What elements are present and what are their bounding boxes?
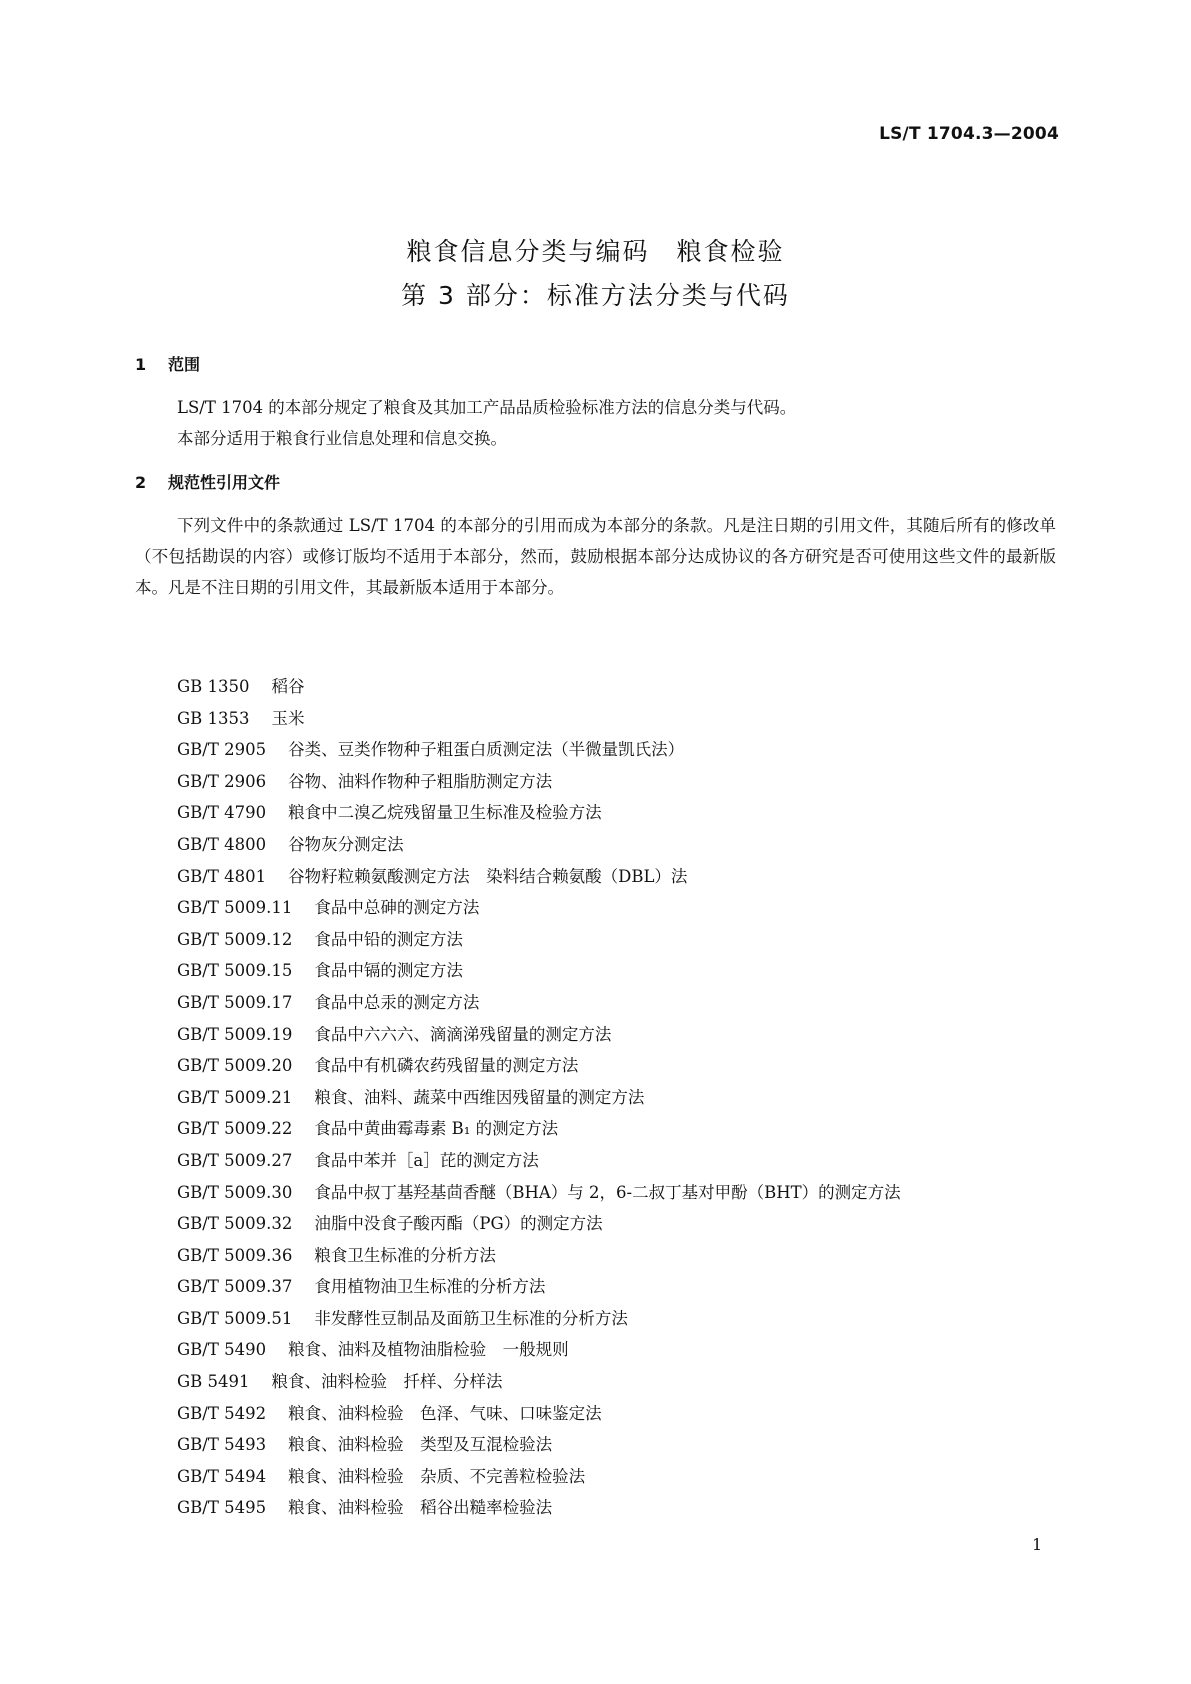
reference-code: GB/T 5009.51 xyxy=(177,1308,293,1328)
document-title-line2: 第 3 部分：标准方法分类与代码 xyxy=(401,281,790,310)
reference-title: 谷物籽粒赖氨酸测定方法 染料结合赖氨酸（DBL）法 xyxy=(288,866,688,886)
reference-title: 食用植物油卫生标准的分析方法 xyxy=(314,1277,546,1297)
reference-code: GB/T 5009.20 xyxy=(177,1056,293,1076)
reference-item xyxy=(177,1019,901,1051)
reference-code: GB/T 5009.19 xyxy=(177,1024,293,1044)
section-1-heading xyxy=(135,352,200,375)
reference-title: 食品中六六六、滴滴涕残留量的测定方法 xyxy=(314,1024,612,1044)
section-title: 范围 xyxy=(168,355,201,374)
section-number: 2 xyxy=(135,473,147,492)
reference-code: GB/T 5490 xyxy=(177,1340,267,1360)
reference-code: GB/T 5495 xyxy=(177,1498,267,1518)
reference-title: 谷物灰分测定法 xyxy=(288,834,404,854)
reference-title: 稻谷 xyxy=(271,677,305,696)
reference-item xyxy=(177,1082,901,1114)
reference-code: GB/T 5009.15 xyxy=(177,961,293,981)
reference-code: GB/T 4801 xyxy=(177,866,267,886)
reference-item xyxy=(177,1113,901,1145)
reference-item xyxy=(177,829,901,861)
section-number: 1 xyxy=(135,355,147,374)
reference-title: 食品中总汞的测定方法 xyxy=(314,992,480,1012)
reference-title: 粮食卫生标准的分析方法 xyxy=(314,1245,496,1265)
section-1-paragraph: 本部分适用于粮食行业信息处理和信息交换。 xyxy=(177,429,507,448)
reference-title: 食品中有机磷农药残留量的测定方法 xyxy=(314,1056,579,1076)
reference-title: 粮食、油料、蔬菜中西维因残留量的测定方法 xyxy=(314,1087,645,1107)
reference-title: 粮食、油料检验 类型及互混检验法 xyxy=(288,1435,553,1455)
reference-code: GB/T 5009.37 xyxy=(177,1277,293,1297)
reference-code: GB/T 5009.21 xyxy=(177,1087,293,1107)
reference-item xyxy=(177,955,901,987)
reference-code: GB 5491 xyxy=(177,1372,250,1392)
reference-title: 食品中苯并［a］芘的测定方法 xyxy=(314,1150,539,1170)
reference-item xyxy=(177,703,901,735)
reference-title: 油脂中没食子酸丙酯（PG）的测定方法 xyxy=(314,1214,603,1234)
reference-code: GB/T 5494 xyxy=(177,1466,267,1486)
reference-title: 食品中黄曲霉毒素 B₁ 的测定方法 xyxy=(314,1119,559,1139)
reference-item xyxy=(177,1429,901,1461)
reference-item xyxy=(177,1303,901,1335)
reference-code: GB/T 5009.12 xyxy=(177,929,293,949)
document-code: LS/T 1704.3—2004 xyxy=(879,124,1059,144)
reference-item xyxy=(177,1366,901,1398)
reference-title: 粮食、油料检验 扦样、分样法 xyxy=(271,1372,503,1392)
reference-code: GB/T 5009.32 xyxy=(177,1214,293,1234)
reference-title: 粮食、油料检验 色泽、气味、口味鉴定法 xyxy=(288,1403,602,1423)
reference-item xyxy=(177,734,901,766)
reference-item xyxy=(177,1334,901,1366)
reference-code: GB/T 5009.11 xyxy=(177,898,293,918)
reference-title: 非发酵性豆制品及面筋卫生标准的分析方法 xyxy=(314,1308,628,1328)
reference-title: 粮食、油料检验 杂质、不完善粒检验法 xyxy=(288,1466,586,1486)
reference-item xyxy=(177,1398,901,1430)
reference-code: GB 1353 xyxy=(177,708,250,728)
reference-code: GB/T 4800 xyxy=(177,834,267,854)
reference-code: GB/T 5009.36 xyxy=(177,1245,293,1265)
section-2-heading xyxy=(135,470,280,493)
reference-code: GB/T 5009.27 xyxy=(177,1150,293,1170)
reference-list xyxy=(177,671,901,1524)
reference-code: GB/T 5009.30 xyxy=(177,1182,293,1202)
reference-title: 粮食、油料及植物油脂检验 一般规则 xyxy=(288,1340,569,1360)
reference-title: 谷类、豆类作物种子粗蛋白质测定法（半微量凯氏法） xyxy=(288,740,685,760)
reference-item xyxy=(177,861,901,893)
reference-item xyxy=(177,797,901,829)
reference-code: GB/T 5493 xyxy=(177,1435,267,1455)
reference-code: GB/T 5009.22 xyxy=(177,1119,293,1139)
reference-title: 粮食、油料检验 稻谷出糙率检验法 xyxy=(288,1498,553,1518)
reference-code: GB/T 4790 xyxy=(177,803,267,823)
reference-title: 食品中镉的测定方法 xyxy=(314,961,463,981)
section-2-intro: 下列文件中的条款通过 LS/T 1704 的本部分的引用而成为本部分的条款。凡是注日期的引用文件，其随后所有的修改单（不包括勘误的内容）或修订版均不适用于本部分，然而，鼓励根据本部分达成协议的各方研究是否可使用这些文件的最新版本。凡是不注日期的引用文件，其最新版本适用于本部分。 xyxy=(135,516,1056,597)
reference-item xyxy=(177,1461,901,1493)
reference-item xyxy=(177,1145,901,1177)
reference-code: GB/T 5492 xyxy=(177,1403,267,1423)
section-1-paragraph: LS/T 1704 的本部分规定了粮食及其加工产品品质检验标准方法的信息分类与代码。 xyxy=(177,398,797,417)
reference-code: GB/T 2906 xyxy=(177,771,267,791)
reference-item xyxy=(177,1492,901,1524)
reference-code: GB/T 5009.17 xyxy=(177,992,293,1012)
reference-title: 食品中铅的测定方法 xyxy=(314,929,463,949)
reference-code: GB 1350 xyxy=(177,677,250,696)
reference-item xyxy=(177,1050,901,1082)
page-number: 1 xyxy=(1032,1535,1043,1554)
reference-code: GB/T 2905 xyxy=(177,740,267,760)
reference-item xyxy=(177,671,901,703)
reference-title: 食品中总砷的测定方法 xyxy=(314,898,480,918)
reference-item xyxy=(177,1177,901,1209)
document-title-line1: 粮食信息分类与编码 粮食检验 xyxy=(406,237,785,266)
reference-item xyxy=(177,892,901,924)
reference-item xyxy=(177,1240,901,1272)
reference-title: 食品中叔丁基羟基茴香醚（BHA）与 2，6-二叔丁基对甲酚（BHT）的测定方法 xyxy=(314,1182,901,1202)
reference-title: 玉米 xyxy=(271,708,305,728)
reference-item xyxy=(177,1208,901,1240)
section-title: 规范性引用文件 xyxy=(168,473,281,492)
reference-item xyxy=(177,924,901,956)
reference-title: 谷物、油料作物种子粗脂肪测定方法 xyxy=(288,771,553,791)
reference-title: 粮食中二溴乙烷残留量卫生标准及检验方法 xyxy=(288,803,602,823)
reference-item xyxy=(177,987,901,1019)
reference-item xyxy=(177,1271,901,1303)
reference-item xyxy=(177,766,901,798)
